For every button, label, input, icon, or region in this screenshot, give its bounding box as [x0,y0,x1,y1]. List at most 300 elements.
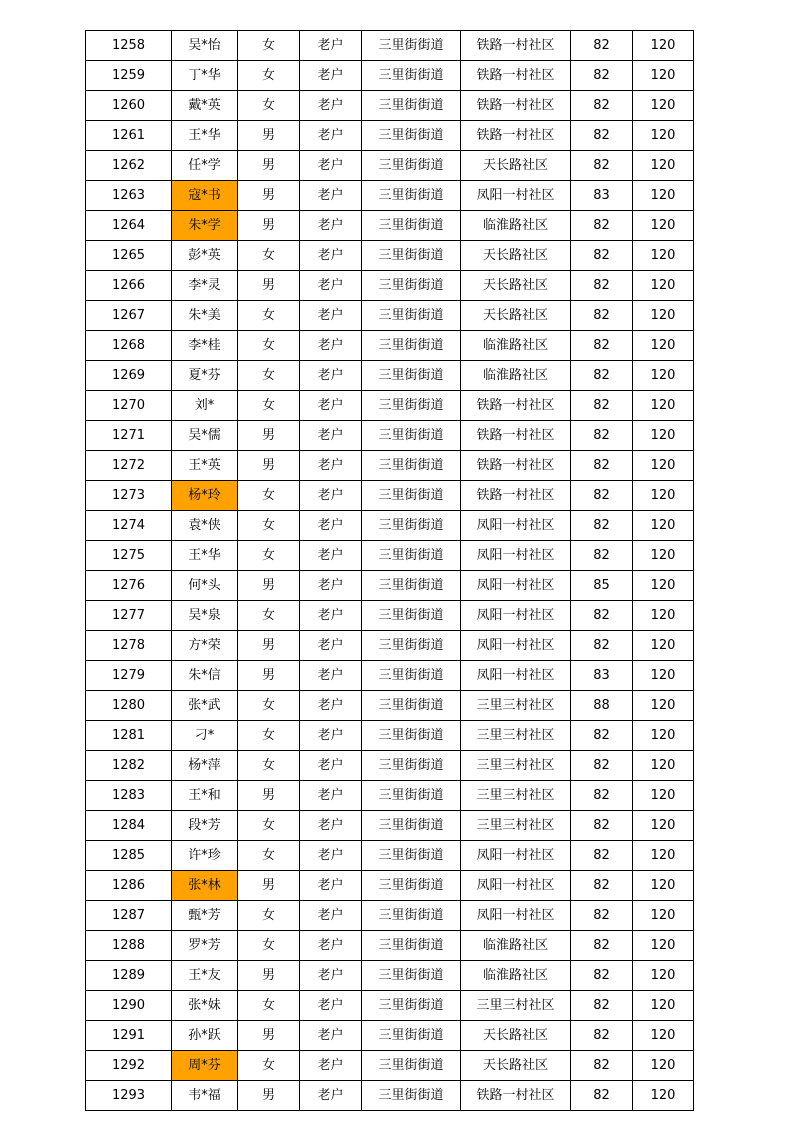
table-row [86,901,694,931]
cell-amount: 120 [633,151,694,181]
cell-street: 三里街街道 [362,721,461,751]
cell-gender: 男 [238,631,300,661]
cell-street: 三里街街道 [362,301,461,331]
cell-id: 1260 [86,91,172,121]
cell-street: 三里街街道 [362,391,461,421]
cell-amount: 120 [633,901,694,931]
cell-street: 三里街街道 [362,211,461,241]
table-row [86,151,694,181]
cell-age: 82 [571,1021,633,1051]
cell-community: 三里三村社区 [461,781,571,811]
cell-age: 82 [571,481,633,511]
cell-community: 三里三村社区 [461,721,571,751]
cell-name: 王*友 [172,961,238,991]
cell-gender: 女 [238,841,300,871]
cell-id: 1264 [86,211,172,241]
cell-amount: 120 [633,571,694,601]
cell-name: 吴*泉 [172,601,238,631]
cell-type: 老户 [300,1081,362,1111]
cell-age: 82 [571,361,633,391]
cell-id: 1282 [86,751,172,781]
cell-type: 老户 [300,361,362,391]
cell-age: 82 [571,991,633,1021]
table-row [86,61,694,91]
cell-street: 三里街街道 [362,61,461,91]
table-row [86,361,694,391]
cell-community: 天长路社区 [461,151,571,181]
cell-amount: 120 [633,31,694,61]
cell-community: 铁路一村社区 [461,451,571,481]
cell-amount: 120 [633,391,694,421]
cell-gender: 女 [238,991,300,1021]
cell-community: 凤阳一村社区 [461,601,571,631]
table-row [86,481,694,511]
cell-amount: 120 [633,121,694,151]
cell-gender: 女 [238,331,300,361]
cell-community: 铁路一村社区 [461,1081,571,1111]
table-row [86,931,694,961]
cell-community: 铁路一村社区 [461,121,571,151]
cell-type: 老户 [300,931,362,961]
cell-community: 临淮路社区 [461,961,571,991]
cell-street: 三里街街道 [362,541,461,571]
table-row [86,1081,694,1111]
cell-name: 张*林 [172,871,238,901]
cell-name: 刘* [172,391,238,421]
cell-id: 1273 [86,481,172,511]
cell-gender: 女 [238,511,300,541]
cell-amount: 120 [633,751,694,781]
cell-street: 三里街街道 [362,751,461,781]
cell-gender: 女 [238,721,300,751]
cell-name: 戴*英 [172,91,238,121]
cell-name: 寇*书 [172,181,238,211]
table-row [86,1021,694,1051]
cell-amount: 120 [633,61,694,91]
cell-gender: 男 [238,661,300,691]
cell-age: 85 [571,571,633,601]
cell-community: 三里三村社区 [461,811,571,841]
cell-amount: 120 [633,211,694,241]
cell-street: 三里街街道 [362,481,461,511]
cell-street: 三里街街道 [362,931,461,961]
cell-street: 三里街街道 [362,421,461,451]
cell-name: 刁* [172,721,238,751]
cell-type: 老户 [300,181,362,211]
cell-type: 老户 [300,271,362,301]
cell-id: 1293 [86,1081,172,1111]
cell-age: 82 [571,841,633,871]
table-row [86,811,694,841]
cell-amount: 120 [633,451,694,481]
cell-amount: 120 [633,811,694,841]
table-row [86,91,694,121]
cell-gender: 女 [238,691,300,721]
cell-id: 1281 [86,721,172,751]
cell-amount: 120 [633,991,694,1021]
cell-street: 三里街街道 [362,1051,461,1081]
cell-age: 82 [571,121,633,151]
table-row [86,511,694,541]
cell-age: 82 [571,541,633,571]
cell-age: 82 [571,901,633,931]
table-row [86,271,694,301]
cell-age: 82 [571,31,633,61]
cell-age: 82 [571,421,633,451]
cell-street: 三里街街道 [362,241,461,271]
cell-age: 82 [571,1081,633,1111]
cell-name: 杨*玲 [172,481,238,511]
cell-street: 三里街街道 [362,361,461,391]
cell-name: 朱*学 [172,211,238,241]
table-row [86,721,694,751]
cell-name: 夏*芬 [172,361,238,391]
cell-type: 老户 [300,541,362,571]
cell-community: 天长路社区 [461,1021,571,1051]
cell-amount: 120 [633,1051,694,1081]
cell-gender: 女 [238,31,300,61]
cell-age: 82 [571,391,633,421]
cell-type: 老户 [300,121,362,151]
cell-amount: 120 [633,91,694,121]
cell-id: 1258 [86,31,172,61]
cell-gender: 女 [238,811,300,841]
cell-street: 三里街街道 [362,661,461,691]
cell-gender: 女 [238,931,300,961]
cell-name: 孙*跃 [172,1021,238,1051]
cell-name: 彭*英 [172,241,238,271]
table-row [86,211,694,241]
cell-gender: 女 [238,901,300,931]
cell-age: 82 [571,781,633,811]
records-table [85,30,694,1111]
cell-gender: 男 [238,781,300,811]
cell-street: 三里街街道 [362,121,461,151]
cell-gender: 女 [238,481,300,511]
cell-community: 铁路一村社区 [461,31,571,61]
cell-gender: 女 [238,61,300,91]
cell-amount: 120 [633,421,694,451]
cell-age: 82 [571,811,633,841]
cell-age: 82 [571,751,633,781]
cell-amount: 120 [633,931,694,961]
cell-name: 任*学 [172,151,238,181]
cell-name: 方*荣 [172,631,238,661]
table-row [86,571,694,601]
cell-type: 老户 [300,211,362,241]
cell-street: 三里街街道 [362,1081,461,1111]
cell-community: 凤阳一村社区 [461,841,571,871]
cell-community: 凤阳一村社区 [461,571,571,601]
cell-amount: 120 [633,631,694,661]
cell-gender: 女 [238,391,300,421]
cell-gender: 女 [238,541,300,571]
cell-name: 何*头 [172,571,238,601]
cell-amount: 120 [633,781,694,811]
cell-name: 李*桂 [172,331,238,361]
cell-type: 老户 [300,331,362,361]
cell-age: 82 [571,961,633,991]
cell-amount: 120 [633,511,694,541]
cell-amount: 120 [633,361,694,391]
table-row [86,181,694,211]
cell-id: 1270 [86,391,172,421]
cell-id: 1263 [86,181,172,211]
cell-type: 老户 [300,841,362,871]
cell-type: 老户 [300,631,362,661]
cell-id: 1280 [86,691,172,721]
cell-name: 王*华 [172,121,238,151]
cell-id: 1269 [86,361,172,391]
cell-street: 三里街街道 [362,181,461,211]
cell-street: 三里街街道 [362,601,461,631]
cell-type: 老户 [300,1021,362,1051]
cell-type: 老户 [300,571,362,601]
cell-name: 许*珍 [172,841,238,871]
cell-type: 老户 [300,991,362,1021]
cell-amount: 120 [633,541,694,571]
cell-type: 老户 [300,61,362,91]
table-body [86,31,694,1111]
cell-id: 1289 [86,961,172,991]
cell-type: 老户 [300,151,362,181]
cell-type: 老户 [300,751,362,781]
cell-name: 韦*福 [172,1081,238,1111]
cell-community: 天长路社区 [461,271,571,301]
cell-type: 老户 [300,451,362,481]
cell-street: 三里街街道 [362,451,461,481]
table-row [86,541,694,571]
cell-community: 铁路一村社区 [461,421,571,451]
cell-gender: 女 [238,241,300,271]
cell-gender: 女 [238,361,300,391]
cell-id: 1287 [86,901,172,931]
cell-street: 三里街街道 [362,961,461,991]
cell-name: 朱*美 [172,301,238,331]
cell-name: 吴*怡 [172,31,238,61]
cell-id: 1259 [86,61,172,91]
cell-community: 凤阳一村社区 [461,181,571,211]
cell-gender: 男 [238,121,300,151]
cell-age: 82 [571,241,633,271]
cell-name: 王*英 [172,451,238,481]
cell-type: 老户 [300,961,362,991]
cell-community: 凤阳一村社区 [461,661,571,691]
cell-id: 1285 [86,841,172,871]
cell-id: 1267 [86,301,172,331]
cell-gender: 男 [238,1021,300,1051]
cell-type: 老户 [300,871,362,901]
cell-gender: 男 [238,181,300,211]
cell-name: 吴*儒 [172,421,238,451]
cell-type: 老户 [300,901,362,931]
cell-type: 老户 [300,811,362,841]
cell-community: 天长路社区 [461,301,571,331]
cell-type: 老户 [300,31,362,61]
cell-amount: 120 [633,661,694,691]
table-row [86,991,694,1021]
cell-street: 三里街街道 [362,151,461,181]
cell-age: 82 [571,1051,633,1081]
cell-name: 周*芬 [172,1051,238,1081]
cell-community: 凤阳一村社区 [461,901,571,931]
table-row [86,871,694,901]
cell-community: 铁路一村社区 [461,91,571,121]
cell-amount: 120 [633,721,694,751]
cell-age: 82 [571,211,633,241]
table-row [86,1051,694,1081]
cell-type: 老户 [300,661,362,691]
cell-street: 三里街街道 [362,271,461,301]
cell-age: 82 [571,931,633,961]
cell-type: 老户 [300,1051,362,1081]
cell-community: 铁路一村社区 [461,61,571,91]
cell-type: 老户 [300,241,362,271]
cell-id: 1284 [86,811,172,841]
cell-id: 1262 [86,151,172,181]
cell-name: 张*武 [172,691,238,721]
cell-age: 82 [571,511,633,541]
table-row [86,781,694,811]
cell-id: 1290 [86,991,172,1021]
table-row [86,751,694,781]
cell-id: 1286 [86,871,172,901]
cell-street: 三里街街道 [362,841,461,871]
cell-name: 段*芳 [172,811,238,841]
cell-gender: 女 [238,301,300,331]
cell-age: 82 [571,631,633,661]
table-row [86,601,694,631]
table-row [86,31,694,61]
cell-age: 82 [571,301,633,331]
cell-age: 82 [571,61,633,91]
cell-gender: 男 [238,871,300,901]
table-row [86,661,694,691]
cell-amount: 120 [633,181,694,211]
cell-id: 1275 [86,541,172,571]
cell-street: 三里街街道 [362,511,461,541]
cell-amount: 120 [633,871,694,901]
cell-community: 铁路一村社区 [461,481,571,511]
cell-community: 临淮路社区 [461,331,571,361]
cell-street: 三里街街道 [362,91,461,121]
cell-gender: 男 [238,1081,300,1111]
cell-id: 1283 [86,781,172,811]
cell-gender: 男 [238,421,300,451]
table-row [86,451,694,481]
cell-name: 罗*芳 [172,931,238,961]
cell-street: 三里街街道 [362,631,461,661]
cell-age: 82 [571,331,633,361]
cell-amount: 120 [633,241,694,271]
cell-community: 三里三村社区 [461,691,571,721]
cell-community: 凤阳一村社区 [461,511,571,541]
cell-type: 老户 [300,691,362,721]
cell-age: 88 [571,691,633,721]
cell-amount: 120 [633,1021,694,1051]
table-row [86,121,694,151]
table-row [86,241,694,271]
cell-id: 1274 [86,511,172,541]
cell-name: 王*华 [172,541,238,571]
cell-gender: 女 [238,601,300,631]
cell-name: 王*和 [172,781,238,811]
cell-type: 老户 [300,721,362,751]
cell-name: 李*灵 [172,271,238,301]
table-row [86,961,694,991]
cell-age: 82 [571,721,633,751]
cell-gender: 男 [238,961,300,991]
table-row [86,331,694,361]
cell-community: 天长路社区 [461,1051,571,1081]
cell-amount: 120 [633,691,694,721]
cell-name: 甄*芳 [172,901,238,931]
cell-amount: 120 [633,601,694,631]
cell-id: 1279 [86,661,172,691]
cell-community: 临淮路社区 [461,931,571,961]
cell-amount: 120 [633,1081,694,1111]
cell-type: 老户 [300,481,362,511]
cell-street: 三里街街道 [362,871,461,901]
cell-id: 1266 [86,271,172,301]
cell-name: 杨*萍 [172,751,238,781]
cell-street: 三里街街道 [362,811,461,841]
cell-id: 1292 [86,1051,172,1081]
cell-id: 1265 [86,241,172,271]
cell-id: 1272 [86,451,172,481]
cell-community: 天长路社区 [461,241,571,271]
cell-name: 袁*侠 [172,511,238,541]
cell-type: 老户 [300,781,362,811]
cell-type: 老户 [300,511,362,541]
cell-id: 1278 [86,631,172,661]
cell-age: 82 [571,151,633,181]
cell-gender: 男 [238,211,300,241]
table-row [86,391,694,421]
table-row [86,691,694,721]
table-row [86,421,694,451]
cell-gender: 女 [238,1051,300,1081]
cell-community: 铁路一村社区 [461,391,571,421]
cell-amount: 120 [633,271,694,301]
cell-community: 临淮路社区 [461,361,571,391]
cell-street: 三里街街道 [362,991,461,1021]
cell-age: 82 [571,451,633,481]
cell-gender: 男 [238,271,300,301]
cell-community: 凤阳一村社区 [461,631,571,661]
cell-gender: 女 [238,751,300,781]
cell-id: 1276 [86,571,172,601]
cell-age: 82 [571,91,633,121]
cell-type: 老户 [300,391,362,421]
cell-street: 三里街街道 [362,571,461,601]
cell-community: 凤阳一村社区 [461,541,571,571]
cell-id: 1261 [86,121,172,151]
cell-id: 1271 [86,421,172,451]
cell-amount: 120 [633,481,694,511]
cell-type: 老户 [300,301,362,331]
cell-id: 1268 [86,331,172,361]
cell-type: 老户 [300,421,362,451]
cell-gender: 女 [238,91,300,121]
cell-id: 1277 [86,601,172,631]
cell-community: 三里三村社区 [461,751,571,781]
cell-gender: 男 [238,151,300,181]
table-row [86,841,694,871]
cell-gender: 男 [238,571,300,601]
table-row [86,631,694,661]
cell-name: 丁*华 [172,61,238,91]
